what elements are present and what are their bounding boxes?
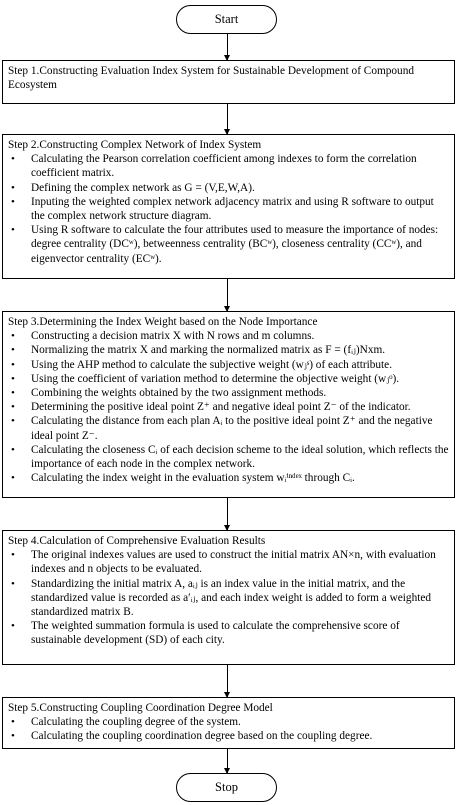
step2-item: • Inputing the weighted complex network adjacency matrix and using R software to output the complex network structure diagram. [8,195,449,223]
step3-item: • Determining the positive ideal point Z⁺ and negative ideal point Z⁻ of the indicator. [8,400,449,414]
step4-item: • The weighted summation formula is used to calculate the comprehensive score of sustainable development (SD) of each city. [8,619,449,647]
arrow-step4-step5 [227,665,228,697]
step4-item: • Standardizing the initial matrix A, aᵢⱼ is an index value in the initial matrix, and the standardized value is recorded as a′ᵢⱼ, and each index weight is added to form a weighted standardized matrix B. [8,577,449,620]
step4-item: • The original indexes values are used to construct the initial matrix AN×n, with evaluation indexes and n objects to be evaluated. [8,548,449,576]
step2-item: • Using R software to calculate the four attributes used to measure the importance of nodes: degree centrality (DCʷ), betweenness centrality (BCʷ), closeness centrality (CCʷ), and eigenvector centrality (ECʷ). [8,223,449,266]
step2-item: • Calculating the Pearson correlation coefficient among indexes to form the correlation coefficient matrix. [8,152,449,180]
step3-item: • Calculating the index weight in the evaluation system wᵢⁱⁿᵈᵉˣ through Cᵢ. [8,471,449,485]
step5-title: Step 5.Constructing Coupling Coordination Degree Model [8,702,273,714]
arrow-step3-step4 [227,498,228,530]
step3-box [2,311,455,498]
arrow-step5-stop [227,749,228,773]
step3-item: • Calculating the closeness Cᵢ of each decision scheme to the ideal solution, which reflects the importance of each node in the complex network. [8,443,449,471]
step4-box [2,530,455,665]
stop-terminal [176,773,277,802]
stop-label: Stop [215,780,238,794]
step3-item: • Combining the weights obtained by the two assignment methods. [8,386,449,400]
step3-list [8,329,449,485]
step3-item: • Using the coefficient of variation method to determine the objective weight (wⱼᵒ). [8,372,449,386]
step4-title: Step 4.Calculation of Comprehensive Evaluation Results [8,535,266,547]
step2-list [8,152,449,266]
step3-item: • Using the AHP method to calculate the subjective weight (wⱼˢ) of each attribute. [8,358,449,372]
step3-item: • Normalizing the matrix X and marking the normalized matrix as F = (fᵢⱼ)Nxm. [8,343,449,357]
step4-list [8,548,449,647]
arrow-start-step1 [227,34,228,60]
step5-list [8,715,449,743]
step2-title: Step 2.Constructing Complex Network of Index System [8,139,262,151]
arrow-step2-step3 [227,279,228,311]
step3-item: • Calculating the distance from each plan Aᵢ to the positive ideal point Z⁺ and the negative ideal point Z⁻. [8,414,449,442]
start-terminal [176,5,277,34]
step3-item: • Constructing a decision matrix X with N rows and m columns. [8,329,449,343]
step2-item: • Defining the complex network as G = (V,E,W,A). [8,181,449,195]
step2-box [2,134,455,279]
arrow-step1-step2 [227,104,228,134]
step3-title: Step 3.Determining the Index Weight based on the Node Importance [8,316,318,328]
step1-title: Step 1.Constructing Evaluation Index System for Sustainable Development of Compound Ecosystem [8,65,415,92]
step5-box [2,697,455,749]
step5-item: • Calculating the coupling coordination degree based on the coupling degree. [8,729,449,743]
step5-item: • Calculating the coupling degree of the system. [8,715,449,729]
step1-box [2,60,455,104]
start-label: Start [214,12,239,26]
